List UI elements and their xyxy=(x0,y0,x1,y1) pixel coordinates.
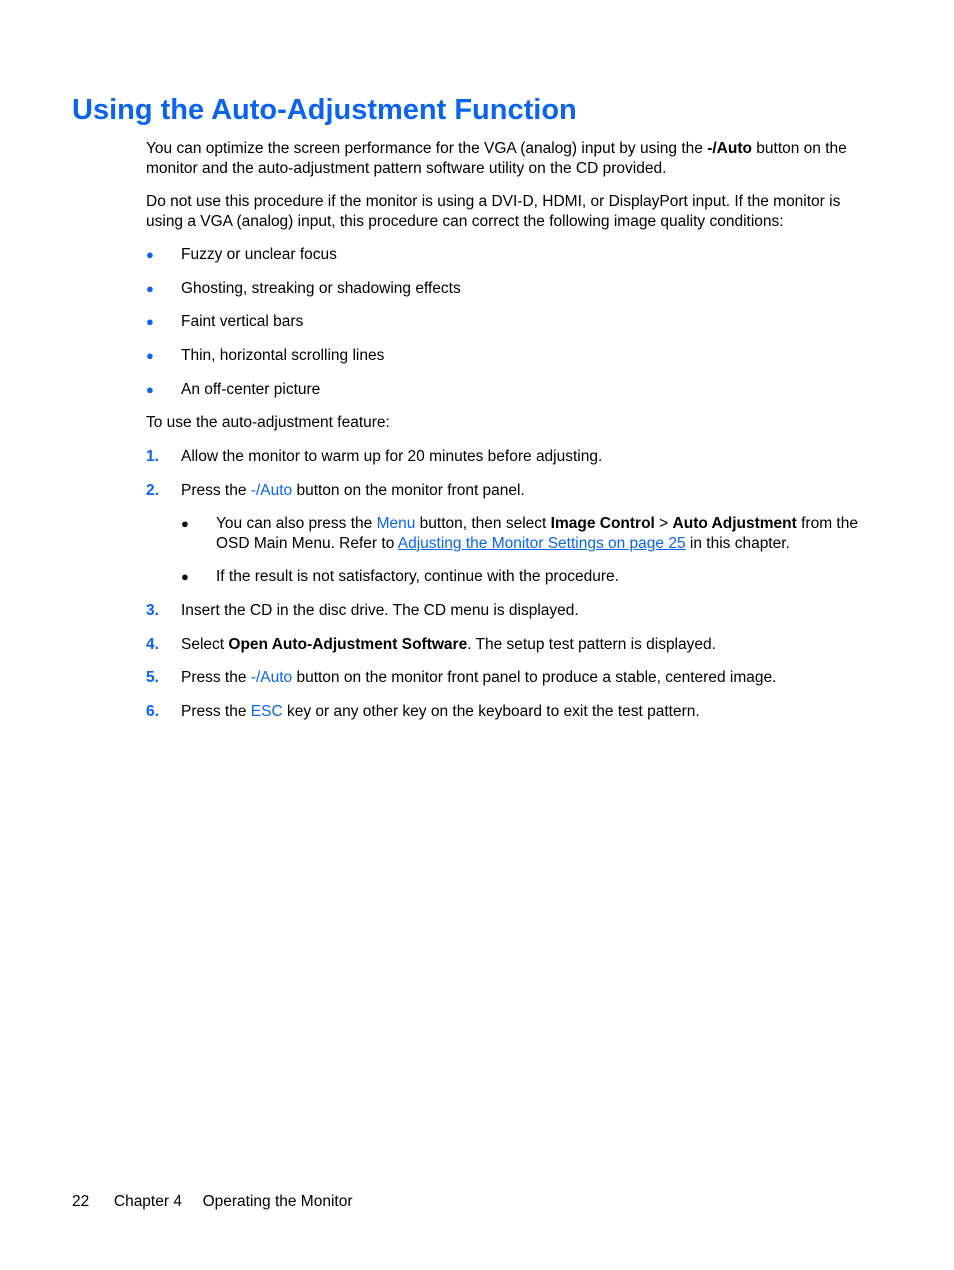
bullet-icon: ● xyxy=(146,314,154,329)
bullet-icon: ● xyxy=(146,348,154,363)
step-number: 6. xyxy=(146,703,159,720)
bullet-icon: ● xyxy=(146,281,154,296)
step-number: 1. xyxy=(146,448,159,465)
step-number: 5. xyxy=(146,669,159,686)
cross-reference-link[interactable]: Adjusting the Monitor Settings on page 25 xyxy=(397,535,686,552)
step-number: 4. xyxy=(146,636,159,653)
step-number: 2. xyxy=(146,482,159,499)
page-footer xyxy=(72,1192,353,1212)
page-number: 22 xyxy=(72,1193,90,1210)
intro-paragraph-2: Do not use this procedure if the monitor is using a DVI-D, HDMI, or DisplayPort input. If the monitor is using a VGA (analog) input, this procedure can correct the following image quality conditions: xyxy=(146,193,841,230)
esc-key-reference: ESC xyxy=(250,703,283,720)
step-number: 3. xyxy=(146,602,159,619)
auto-button-reference: -/Auto xyxy=(250,669,293,686)
procedure-lead: To use the auto-adjustment feature: xyxy=(146,414,390,431)
chapter-title: Operating the Monitor xyxy=(202,1193,353,1210)
bullet-icon: ● xyxy=(181,569,189,584)
chapter-label: Chapter 4 xyxy=(113,1193,182,1210)
page-title: Using the Auto-Adjustment Function xyxy=(72,94,577,126)
menu-button-reference: Menu xyxy=(376,515,416,532)
intro-paragraph-1: You can optimize the screen performance for the VGA (analog) input by using the -/Auto button on the monitor and the auto-adjustment pattern software utility on the CD provided. xyxy=(146,140,847,177)
bullet-icon: ● xyxy=(146,382,154,397)
auto-button-reference: -/Auto xyxy=(250,482,293,499)
document-page: Using the Auto-Adjustment Function You can optimize the screen performance for the VGA (analog) input by using the -/Auto button on the monitor and the auto-adjustment pattern software utility on the CD provided. Do not use this procedure if the monitor is using a DVI-D, HDMI, or DisplayPort input. If the monitor is using a VGA (analog) input, this procedure can correct the following image quality conditions: ● Fuzzy or unclear focus ● Ghosting, streaking or shadowing effects ● Faint vertical bars ● Thin, horizontal scrolling lines ● An off-center picture To use the auto-adjustment feature: 1. Allow the monitor to warm up for 20 minutes before adjusting. 2. Press the -/Auto button on the monitor front panel. ● You can also press the Menu button, then select Image Control > Auto Adjustment from the OSD Main Menu. Refer to Adjusting the Monitor Settings on page 25 in this chapter. ● If the result is not satisfactory, continue with the procedure. 3. Insert the CD in the disc drive. The CD menu is displayed. 4. Select Open Auto-Adjustment Software. The setup test pattern is displayed. 5. Press the -/Auto button on the monitor front panel to produce a stable, centered image. 6. Press the ESC key or any other key on the keyboard to exit the test pattern. 22 Chapter 4 Operating the Monitor xyxy=(0,0,954,1270)
bullet-icon: ● xyxy=(181,516,189,531)
bullet-icon: ● xyxy=(146,247,154,262)
